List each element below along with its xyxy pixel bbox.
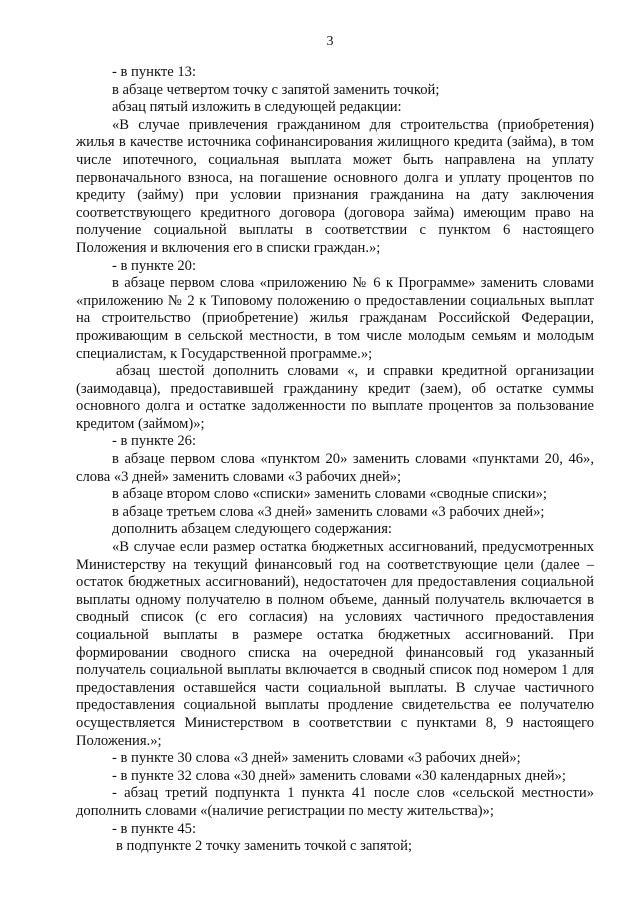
paragraph: в абзаце втором слово «списки» заменить словами «сводные списки»; bbox=[112, 486, 547, 503]
paragraph: «В случае привлечения гражданином для строительства (приобретения) жилья в качестве источника софинансирования жилищного кредита (займа), в том числе ипотечного, социальная выплата может быть направлена на уплату первоначального взноса, на погашение основного долга и уплату процентов по кредиту (займу) при условии признания гражданина на дату заключения соответствующего кредитного договора (договора займа) имеющим право на получение социальной выплаты в соответствии с пунктом 6 настоящего Положения и включения его в списки граждан.»; bbox=[76, 116, 594, 256]
paragraph: «В случае если размер остатка бюджетных ассигнований, предусмотренных Министерству на текущий финансовый год на соответствующие цели (далее – остаток бюджетных ассигнований), недостаточен для предоставления социальной выплаты одному получателю в полном объеме, данный получатель включается в сводный список (с его согласия) на условиях частичного предоставления социальной выплаты в размере остатка бюджетных ассигнований. При формировании сводного списка на очередной финансовый год указанный получатель социальной выплаты включается в сводный список под номером 1 для предоставления оставшейся части социальной выплаты. В случае частичного предоставления социальной выплаты продление свидетельства ее получателю осуществляется Министерством в соответствии с пунктами 8, 9 настоящего Положения.»; bbox=[76, 539, 594, 749]
paragraph: - абзац третий подпункта 1 пункта 41 после слов «сельской местности» дополнить словами «(наличие регистрации по месту жительства)»; bbox=[76, 785, 594, 819]
paragraph: - в пункте 26: bbox=[112, 433, 197, 450]
paragraph: - в пункте 30 слова «3 дней» заменить словами «3 рабочих дней»; bbox=[112, 750, 521, 767]
page-number: 3 bbox=[326, 34, 334, 49]
paragraph: в абзаце четвертом точку с запятой заменить точкой; bbox=[112, 81, 440, 98]
paragraph: - в пункте 32 слова «30 дней» заменить словами «30 календарных дней»; bbox=[112, 767, 566, 784]
paragraph: - в пункте 13: bbox=[112, 64, 197, 80]
paragraph: - в пункте 20: bbox=[112, 257, 197, 274]
paragraph: - в пункте 45: bbox=[112, 820, 197, 837]
paragraph: в подпункте 2 точку заменить точкой с запятой; bbox=[116, 838, 413, 855]
paragraph: абзац пятый изложить в следующей редакции: bbox=[112, 99, 402, 116]
paragraph: в абзаце первом слова «приложению № 6 к Программе» заменить словами «приложению № 2 к Типовому положению о предоставлении социальных выплат на строительство (приобретение) жилья гражданам Российской Федерации, проживающим в сельской местности, в том числе молодым семьям и молодым специалистам, к Государственной программе.»; bbox=[76, 275, 594, 362]
paragraph: абзац шестой дополнить словами «, и справки кредитной организации (заимодавца), предоставившей гражданину кредит (заем), об остатке суммы основного долга и остатке задолженности по выплате процентов за пользование кредитом (займом)»; bbox=[76, 363, 594, 432]
paragraph: в абзаце третьем слова «3 дней» заменить словами «3 рабочих дней»; bbox=[112, 503, 545, 520]
document-body bbox=[76, 64, 594, 856]
paragraph: дополнить абзацем следующего содержания: bbox=[112, 521, 392, 538]
paragraph: в абзаце первом слова «пунктом 20» заменить словами «пунктами 20, 46», слова «3 дней» заменить словами «3 рабочих дней»; bbox=[76, 451, 594, 485]
